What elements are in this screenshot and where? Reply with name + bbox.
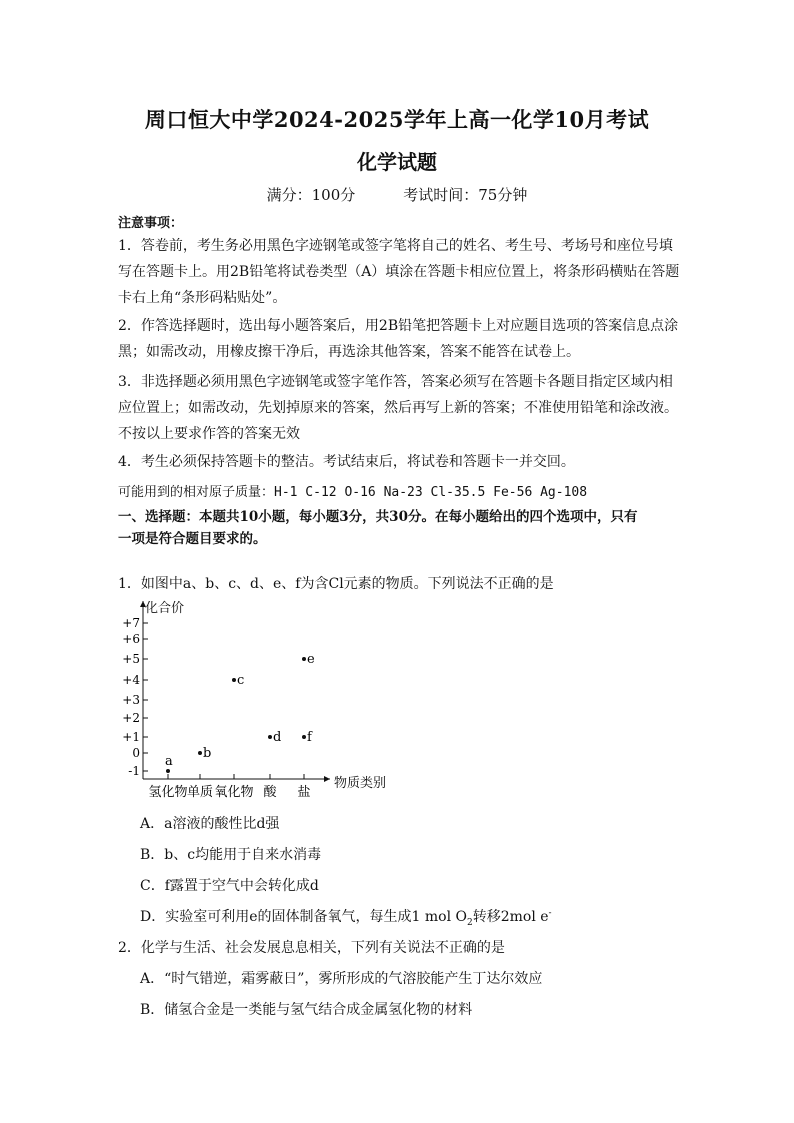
point-f xyxy=(302,735,306,739)
point-label-f: f xyxy=(307,730,312,745)
notice-line: 不按以上要求作答的答案无效 xyxy=(118,426,300,442)
notice-line: 1．答卷前，考生务必用黑色字迹钢笔或签字笔将自己的姓名、考生号、考场号和座位号填 xyxy=(118,238,673,254)
notice-line: 2．作答选择题时，选出每小题答案后，用2B铅笔把答题卡上对应题目选项的答案信息点涂 xyxy=(118,318,679,334)
exam-meta xyxy=(0,184,794,205)
full-score: 满分：100分 xyxy=(266,186,356,204)
q1-option-d: D．实验室可利用e的固体制备氧气，每生成1 mol $O_2$转移2mol e- xyxy=(140,908,552,928)
point-label-d: d xyxy=(273,730,282,745)
x-axis-label: 物质类别 xyxy=(334,776,387,791)
x-tick-label: 氢化物 xyxy=(148,785,188,800)
page-subtitle: 化学试题 xyxy=(357,150,437,174)
question-2-stem: 2．化学与生活、社会发展息息相关，下列有关说法不正确的是 xyxy=(118,940,505,956)
section-heading: 一、选择题：本题共10小题，每小题3分，共30分。在每小题给出的四个选项中，只有 xyxy=(118,509,638,525)
point-d xyxy=(268,735,272,739)
q1-option-c: C．f露置于空气中会转化成d xyxy=(140,878,319,894)
notice-line: 4．考生必须保持答题卡的整洁。考试结束后，将试卷和答题卡一并交回。 xyxy=(118,454,575,470)
y-tick-label: +1 xyxy=(122,730,140,744)
q2-option-b: B．储氢合金是一类能与氢气结合成金属氢化物的材料 xyxy=(140,1002,473,1018)
y-tick-label: -1 xyxy=(128,764,140,778)
y-tick-label: +3 xyxy=(122,693,140,707)
notice-heading: 注意事项： xyxy=(118,216,184,231)
q1-option-a: A．a溶液的酸性比d强 xyxy=(140,816,280,832)
point-c xyxy=(232,678,236,682)
section-heading-cont: 一项是符合题目要求的。 xyxy=(118,531,267,547)
point-b xyxy=(198,751,202,755)
y-tick-label: 0 xyxy=(132,746,140,760)
y-axis-label: 化合价 xyxy=(145,601,185,616)
point-label-b: b xyxy=(203,746,212,761)
chlorine-valence-chart xyxy=(118,596,408,806)
point-label-a: a xyxy=(165,754,173,769)
atomic-masses: 可能用到的相对原子质量：H-1 C-12 O-16 Na-23 Cl-35.5 Fe-56 Ag-108 xyxy=(118,485,588,500)
notice-line: 黑；如需改动，用橡皮擦干净后，再选涂其他答案，答案不能答在试卷上。 xyxy=(118,344,580,360)
x-tick-label: 盐 xyxy=(297,785,311,800)
point-e xyxy=(302,657,306,661)
y-tick-label: +5 xyxy=(122,652,140,666)
y-tick-label: +2 xyxy=(122,711,140,725)
page-title: 周口恒大中学2024-2025学年上高一化学10月考试 xyxy=(144,107,650,132)
x-tick-label: 酸 xyxy=(263,785,277,800)
x-tick-label: 单质 xyxy=(186,785,214,800)
point-label-e: e xyxy=(307,652,315,667)
x-tick-label: 氧化物 xyxy=(214,785,254,800)
exam-time: 考试时间：75分钟 xyxy=(403,186,528,204)
y-tick-label: +6 xyxy=(122,632,140,646)
notice-line: 写在答题卡上。用2B铅笔将试卷类型（A）填涂在答题卡相应位置上，将条形码横贴在答题 xyxy=(118,264,680,280)
notice-line: 卡右上角“条形码粘贴处”。 xyxy=(118,290,287,306)
point-a xyxy=(166,769,170,773)
notice-line: 3．非选择题必须用黑色字迹钢笔或签字笔作答，答案必须写在答题卡各题目指定区域内相 xyxy=(118,374,673,390)
notice-line: 应位置上；如需改动，先划掉原来的答案，然后再写上新的答案；不准使用铅笔和涂改液。 xyxy=(118,400,678,416)
y-tick-label: +4 xyxy=(122,673,140,687)
q2-option-a: A．“时气错逆，霜雾蔽日”，雾所形成的气溶胶能产生丁达尔效应 xyxy=(140,971,543,987)
y-tick-label: +7 xyxy=(122,616,140,630)
question-1-stem: 1．如图中a、b、c、d、e、f为含Cl元素的物质。下列说法不正确的是 xyxy=(118,576,554,592)
q1-option-b: B．b、c均能用于自来水消毒 xyxy=(140,847,322,863)
point-label-c: c xyxy=(237,673,245,688)
